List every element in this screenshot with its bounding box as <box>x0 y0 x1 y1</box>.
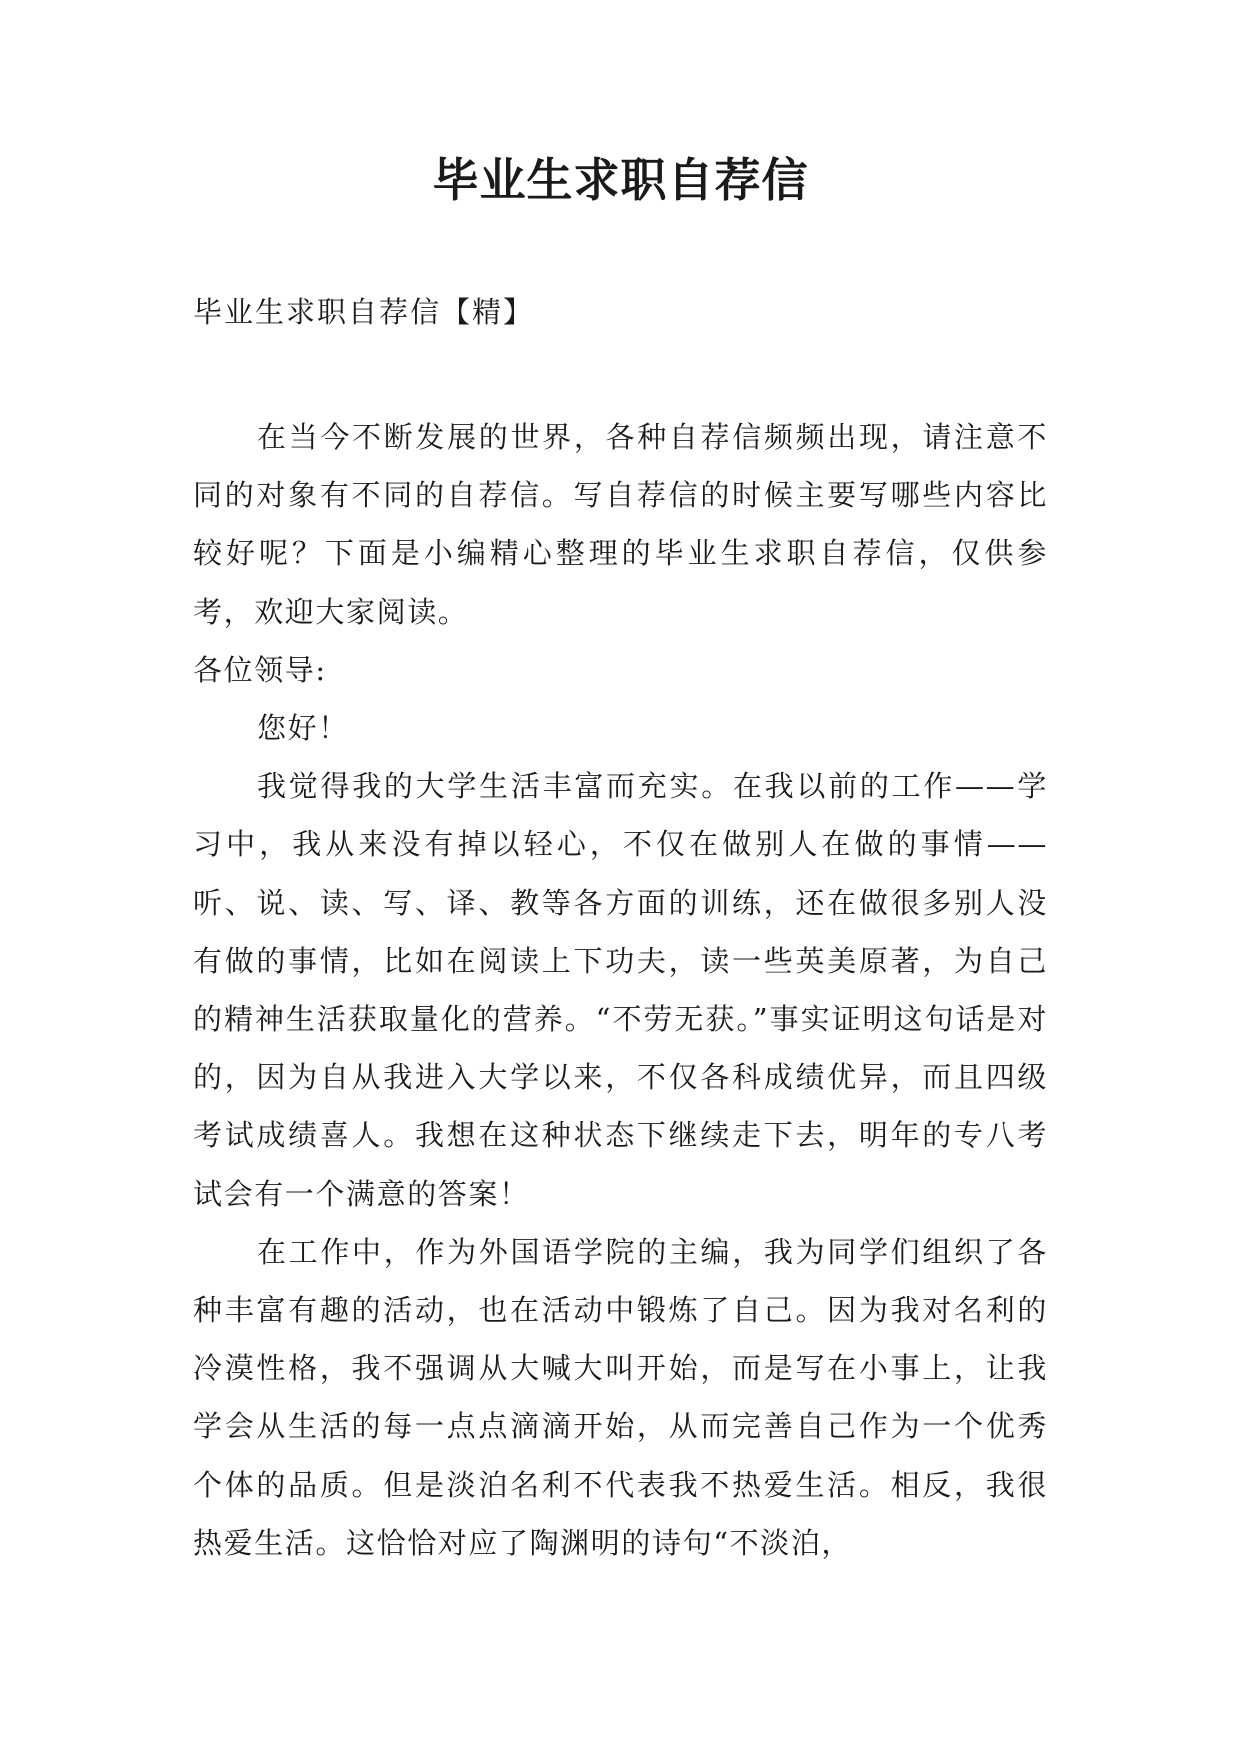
document-body <box>193 408 1048 1572</box>
document-title: 毕业生求职自荐信 <box>432 153 809 207</box>
salutation: 各位领导: <box>193 652 327 687</box>
document-subtitle: 毕业生求职自荐信【精】 <box>193 295 535 329</box>
greeting: 您好！ <box>257 711 349 746</box>
intro-paragraph: 在当今不断发展的世界，各种自荐信频频出现，请注意不同的对象有不同的自荐信。写自荐信的时候主要写哪些内容比较好呢？下面是小编精心整理的毕业生求职自荐信，仅供参考，欢迎大家阅读。 <box>193 420 1048 629</box>
body-paragraph: 我觉得我的大学生活丰富而充实。在我以前的工作——学习中，我从来没有掉以轻心，不仅在做别人在做的事情——听、说、读、写、译、教等各方面的训练，还在做很多别人没有做的事情，比如在阅读上下功夫，读一些英美原著，为自己的精神生活获取量化的营养。“不劳无获。”事实证明这句话是对的，因为自从我进入大学以来，不仅各科成绩优异，而且四级考试成绩喜人。我想在这种状态下继续走下去，明年的专八考试会有一个满意的答案！ <box>193 769 1048 1211</box>
body-paragraph: 在工作中，作为外国语学院的主编，我为同学们组织了各种丰富有趣的活动，也在活动中锻炼了自己。因为我对名利的冷漠性格，我不强调从大喊大叫开始，而是写在小事上，让我学会从生活的每一点点滴滴开始，从而完善自己作为一个优秀个体的品质。但是淡泊名利不代表我不热爱生活。相反，我很热爱生活。这恰恰对应了陶渊明的诗句“不淡泊， <box>193 1234 1048 1560</box>
